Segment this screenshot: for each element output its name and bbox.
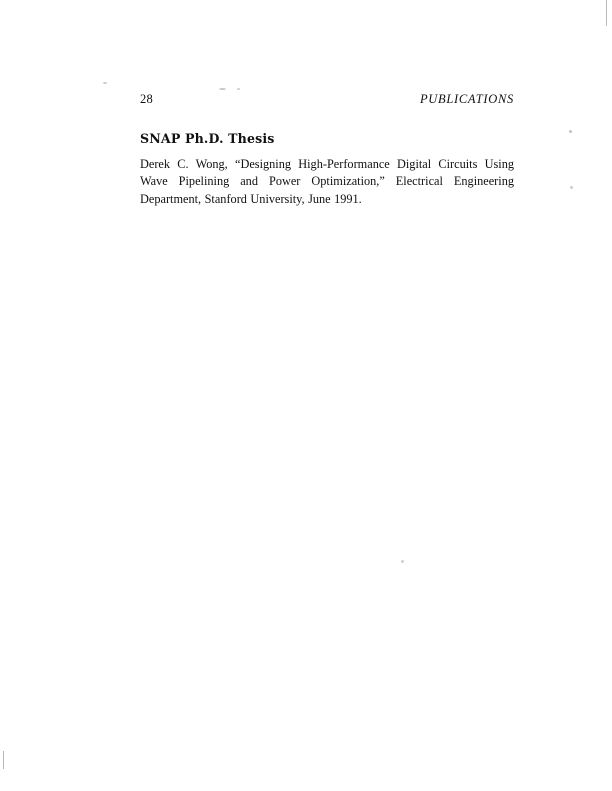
- scan-speck: [237, 88, 240, 90]
- scan-speck: [103, 82, 107, 84]
- section-heading: SNAP Ph.D. Thesis: [140, 131, 275, 146]
- page-content: [140, 131, 514, 208]
- scan-edge-mark-bottom-left: [3, 751, 4, 769]
- scan-speck: [570, 186, 573, 189]
- running-head-title: PUBLICATIONS: [419, 92, 514, 106]
- bibliography-entry: Derek C. Wong, “Designing High-Performance Digital Circuits Using Wave Pipelining and Power Optimization,” Electrical Engineering Department, Stanford University, June 1991.: [140, 157, 514, 206]
- scan-speck: [219, 88, 226, 90]
- page-number: 28: [140, 92, 153, 106]
- scan-speck: [401, 560, 404, 563]
- scan-speck: [569, 130, 572, 133]
- running-head: [140, 92, 514, 108]
- scan-edge-mark-top-right: [606, 0, 607, 26]
